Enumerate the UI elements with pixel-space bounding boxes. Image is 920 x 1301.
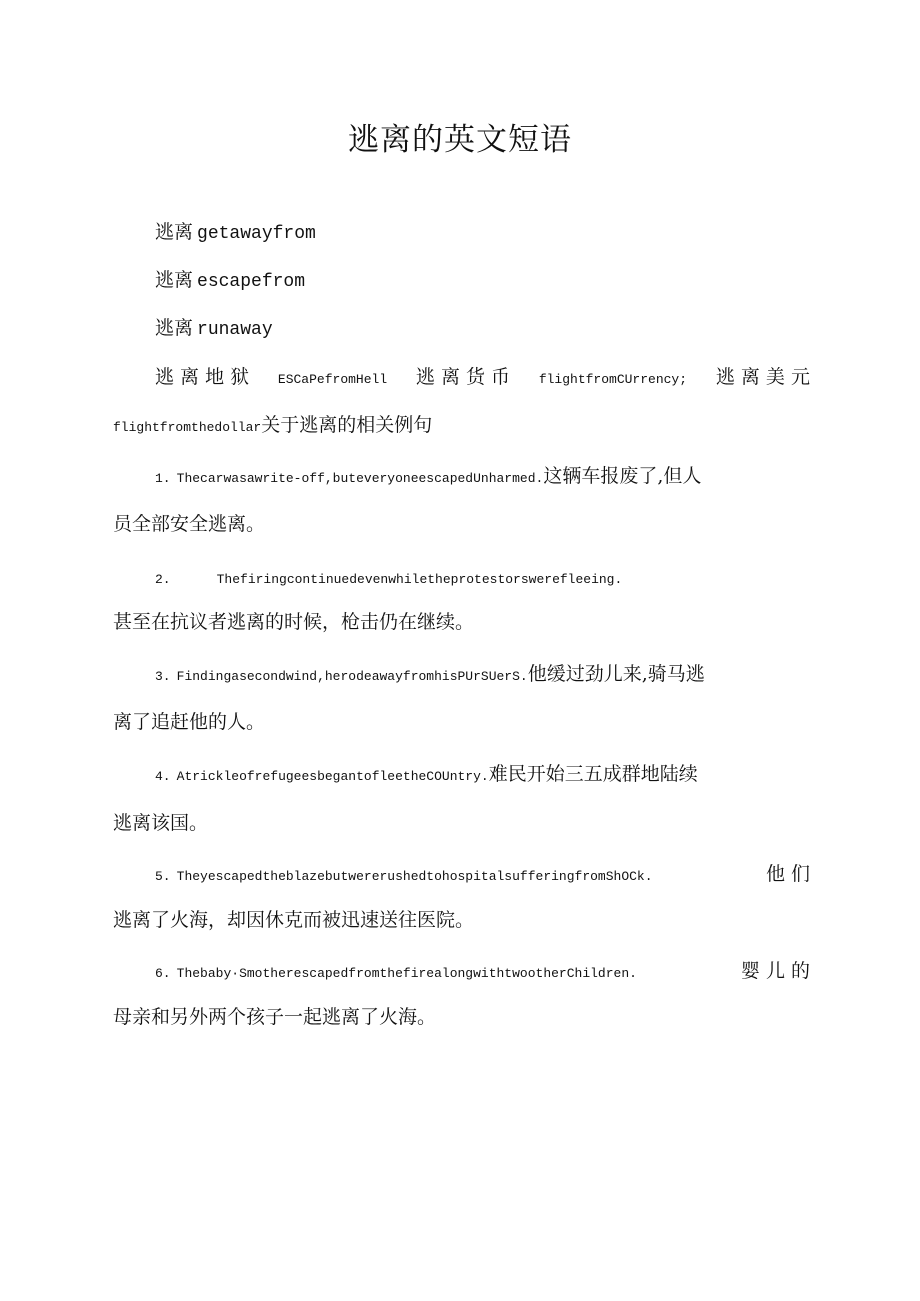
page-title: 逃离的英文短语 bbox=[348, 122, 572, 158]
examples-heading: 关于逃离的相关例句 bbox=[261, 414, 433, 436]
example-3-cont: 离了追赶他的人。 bbox=[113, 711, 266, 733]
example-number: 4. bbox=[155, 769, 171, 784]
example-4 bbox=[155, 760, 810, 791]
example-zh: 这辆车报废了,但人 bbox=[543, 465, 702, 487]
phrase-zh: 逃离 bbox=[155, 269, 194, 291]
example-zh: 他 们 bbox=[765, 863, 810, 885]
example-en: Thefiringcontinuedevenwhiletheprotestorswerefleeing. bbox=[216, 572, 623, 587]
compound-zh-2: 逃 离 货 币 bbox=[415, 366, 511, 388]
example-zh: 婴 儿 的 bbox=[740, 960, 810, 982]
example-1 bbox=[155, 462, 810, 493]
compound-en-3: flightfromthedollar bbox=[113, 420, 262, 435]
compound-phrases-cont bbox=[113, 411, 432, 442]
compound-zh-3: 逃 离 美 元 bbox=[715, 366, 810, 388]
example-6 bbox=[155, 957, 810, 988]
phrase-line bbox=[155, 266, 305, 296]
example-en: Thebaby·SmotherescapedfromthefirealongwithtwootherChildren. bbox=[176, 966, 637, 981]
example-en: TheyescapedtheblazebutwererushedtohospitalsufferingfromShOCk. bbox=[176, 869, 653, 884]
compound-en-2: flightfromCUrrency; bbox=[538, 372, 688, 387]
example-3 bbox=[155, 660, 810, 691]
example-en: AtrickleofrefugeesbegantofleetheCOUntry. bbox=[176, 769, 489, 784]
phrase-zh: 逃离 bbox=[155, 221, 194, 243]
example-zh: 难民开始三五成群地陆续 bbox=[488, 763, 698, 785]
example-en: Thecarwasawrite-off,buteveryoneescapedUnharmed. bbox=[176, 471, 544, 486]
example-1-cont: 员全部安全逃离。 bbox=[113, 513, 266, 535]
compound-en-1: ESCaPefromHell bbox=[277, 372, 388, 387]
compound-zh-1: 逃 离 地 狱 bbox=[155, 366, 250, 388]
example-4-cont: 逃离该国。 bbox=[113, 812, 209, 834]
example-6-cont: 母亲和另外两个孩子一起逃离了火海。 bbox=[113, 1006, 437, 1028]
example-2 bbox=[155, 563, 622, 594]
example-en: Findingasecondwind,herodeawayfromhisPUrSUerS. bbox=[176, 669, 528, 684]
example-5 bbox=[155, 860, 810, 891]
phrase-en: getawayfrom bbox=[197, 224, 316, 244]
phrase-en: escapefrom bbox=[197, 272, 306, 292]
example-number: 1. bbox=[155, 471, 171, 486]
phrase-en: runaway bbox=[197, 320, 273, 340]
example-number: 5. bbox=[155, 869, 171, 884]
phrase-line bbox=[155, 218, 316, 248]
example-5-cont: 逃离了火海，却因休克而被迅速送往医院。 bbox=[113, 909, 475, 931]
example-number: 3. bbox=[155, 669, 171, 684]
example-2-cont: 甚至在抗议者逃离的时候，枪击仍在继续。 bbox=[113, 611, 475, 633]
example-zh: 他缓过劲儿来,骑马逃 bbox=[527, 663, 705, 685]
phrase-line bbox=[155, 314, 273, 344]
example-number: 6. bbox=[155, 966, 171, 981]
compound-phrases-line bbox=[155, 363, 810, 394]
example-number: 2. bbox=[155, 572, 171, 587]
phrase-zh: 逃离 bbox=[155, 317, 194, 339]
